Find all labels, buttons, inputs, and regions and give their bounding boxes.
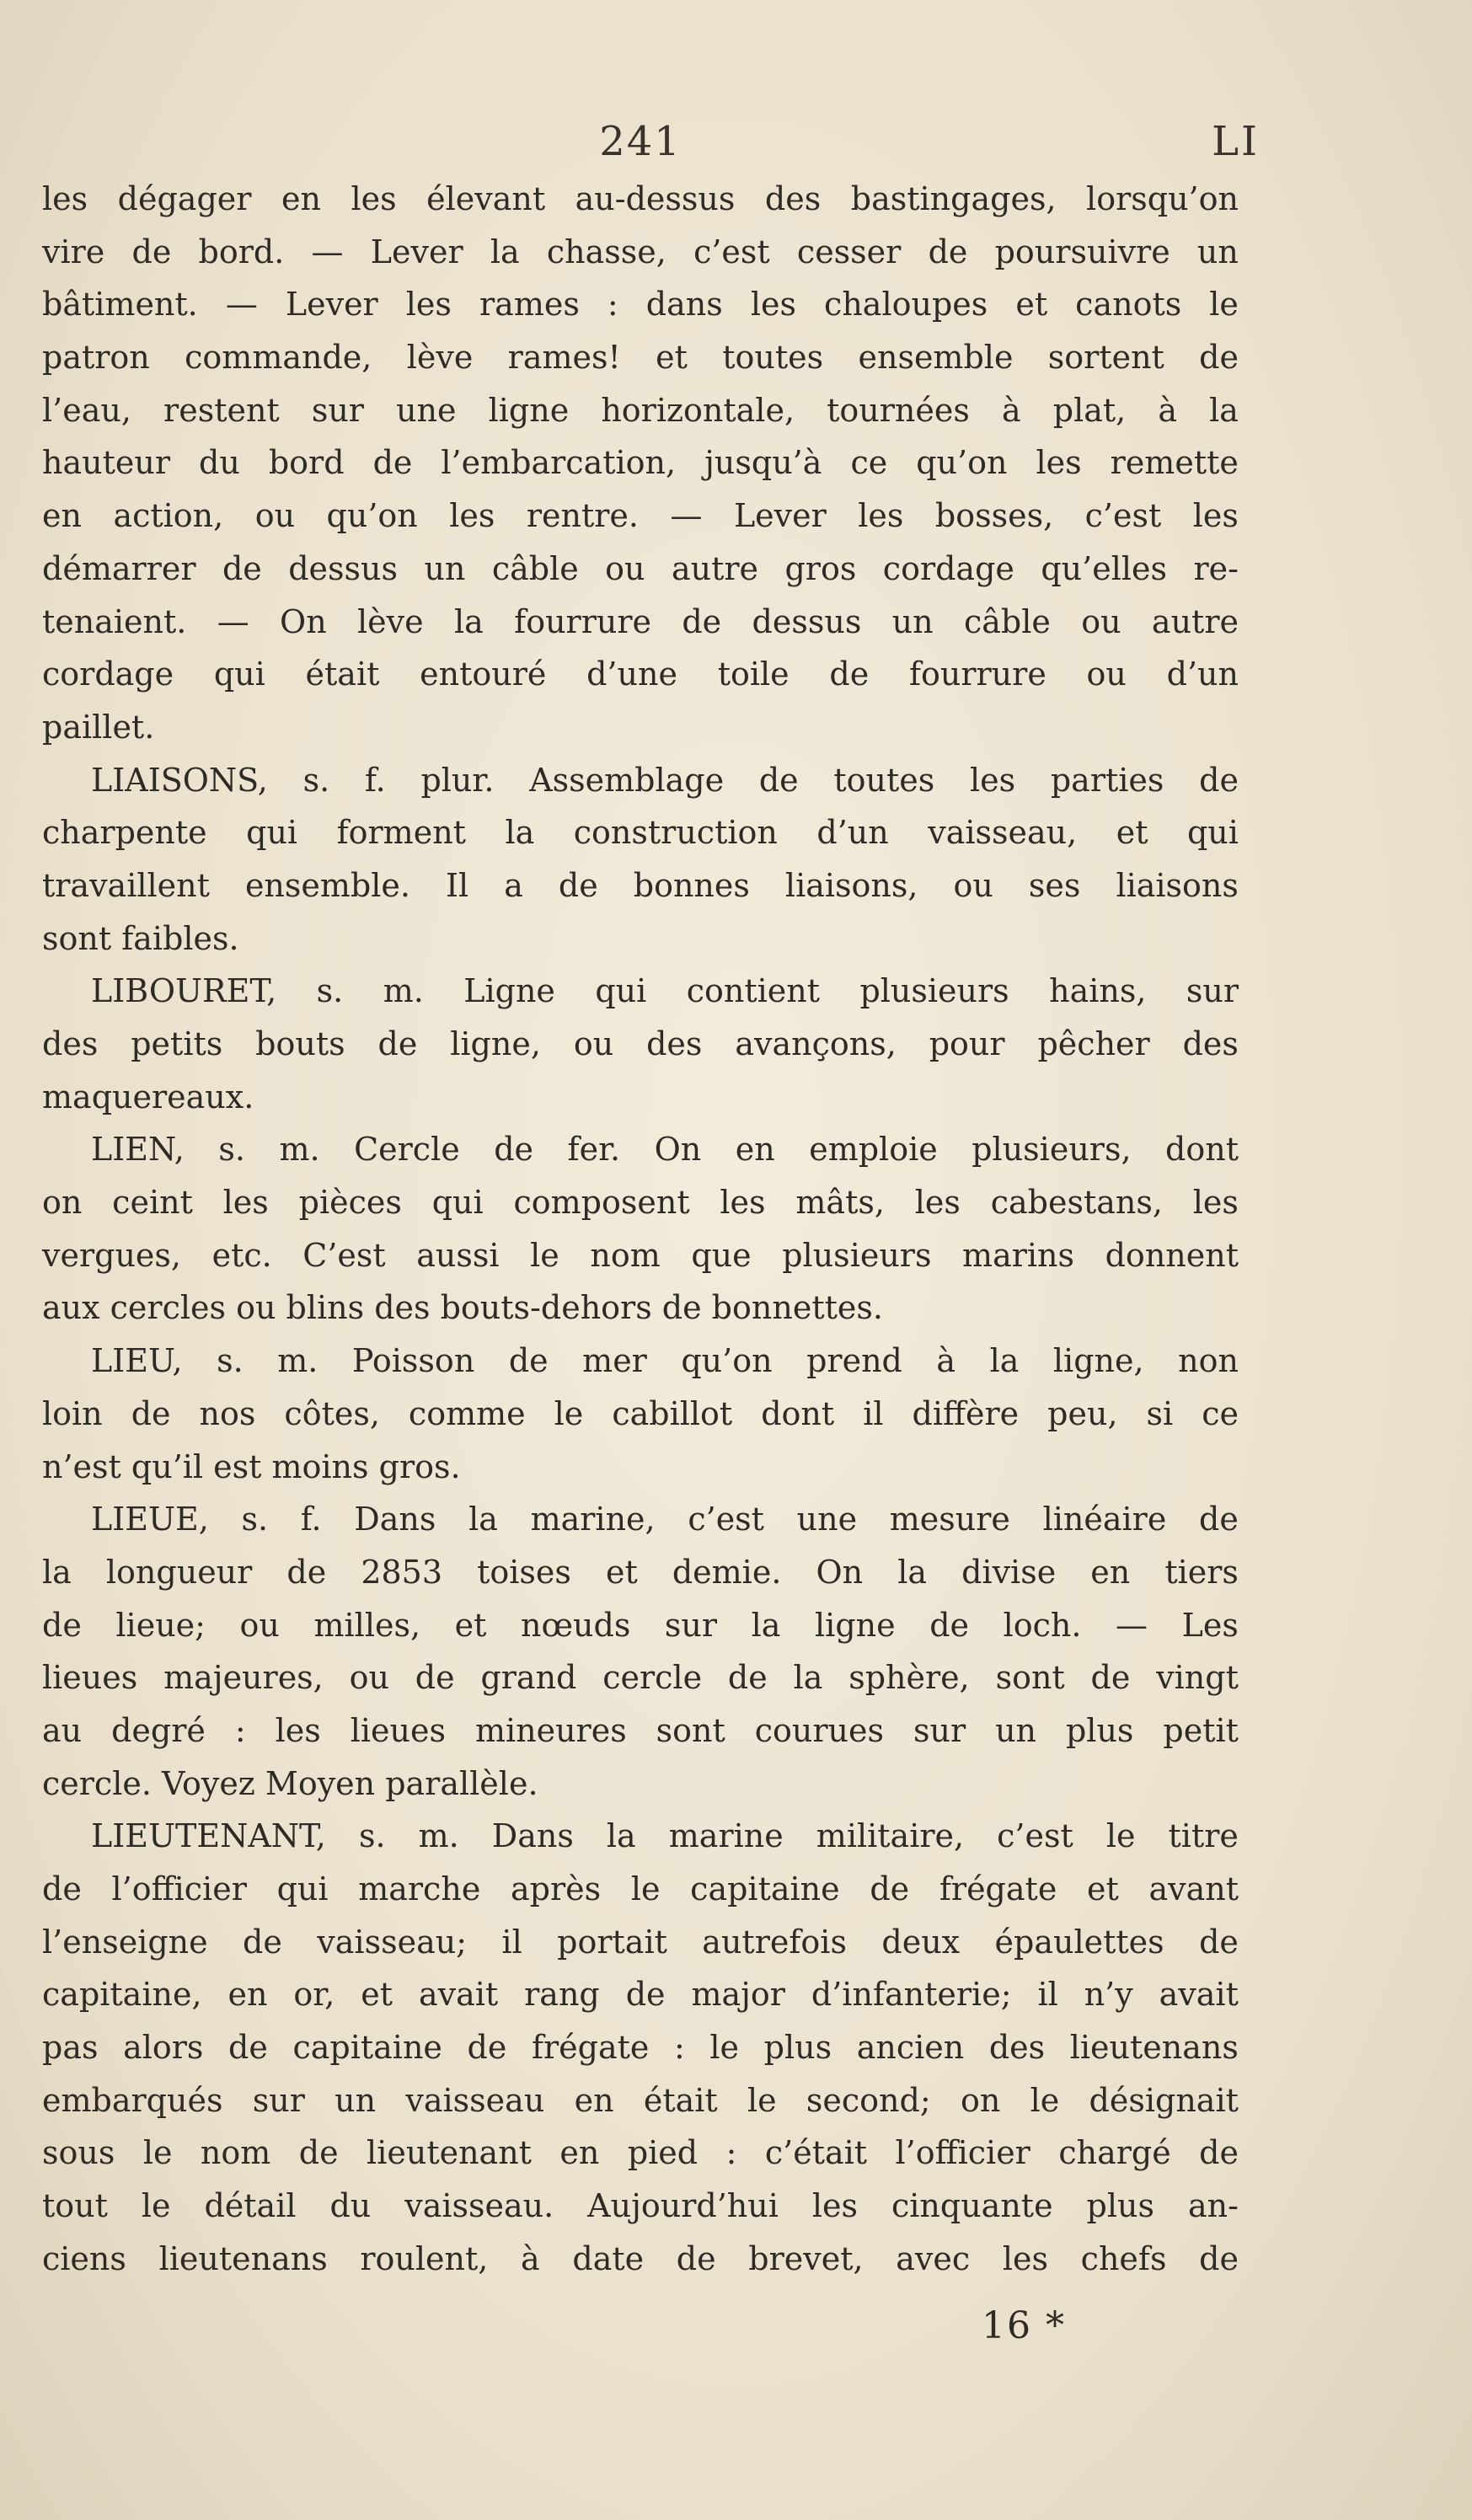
text-line: charpente qui forment la construction d’un vaisseau, et qui (42, 814, 1239, 852)
text-line: les dégager en les élevant au-dessus des bastingages, lorsqu’on (42, 180, 1239, 217)
text-line: ciens lieutenans roulent, à date de brevet, avec les chefs de (42, 2239, 1239, 2277)
entry-line-lieutenant: LIEUTENANT, s. m. Dans la marine militaire, c’est le titre (91, 1817, 1239, 1855)
entry-line-lien: LIEN, s. m. Cercle de fer. On en emploie plusieurs, dont (91, 1131, 1239, 1169)
text-line: démarrer de dessus un câble ou autre gros cordage qu’elles re- (42, 549, 1239, 587)
text-line: n’est qu’il est moins gros. (42, 1447, 461, 1485)
text-line: de l’officier qui marche après le capitaine de frégate et avant (42, 1870, 1239, 1907)
text-line: paillet. (42, 708, 155, 746)
entry-line-liaisons: LIAISONS, s. f. plur. Assemblage de toutes les parties de (91, 761, 1239, 799)
entry-line-lieu: LIEU, s. m. Poisson de mer qu’on prend à la ligne, non (91, 1342, 1239, 1380)
entry-line-lieue: LIEUE, s. f. Dans la marine, c’est une mesure linéaire de (91, 1501, 1239, 1538)
text-line: sont faibles. (42, 919, 239, 957)
text-line: embarqués sur un vaisseau en était le second; on le désignait (42, 2081, 1239, 2119)
text-line: au degré : les lieues mineures sont courues sur un plus petit (42, 1711, 1239, 1749)
text-line: loin de nos côtes, comme le cabillot dont il diffère peu, si ce (42, 1394, 1239, 1432)
text-line: sous le nom de lieutenant en pied : c’était l’officier chargé de (42, 2134, 1239, 2172)
text-line: de lieue; ou milles, et nœuds sur la ligne de loch. — Les (42, 1606, 1239, 1644)
text-line: lieues majeures, ou de grand cercle de la sphère, sont de vingt (42, 1659, 1239, 1697)
text-line: capitaine, en or, et avait rang de major d’infanterie; il n’y avait (42, 1976, 1239, 2014)
text-line: aux cercles ou blins des bouts-dehors de bonnettes. (42, 1289, 883, 1327)
text-line: la longueur de 2853 toises et demie. On la divise en tiers (42, 1553, 1239, 1591)
text-line: hauteur du bord de l’embarcation, jusqu’à ce qu’on les remette (42, 444, 1239, 482)
text-line: travaillent ensemble. Il a de bonnes liaisons, ou ses liaisons (42, 866, 1239, 904)
text-line: tout le détail du vaisseau. Aujourd’hui les cinquante plus an- (42, 2187, 1239, 2225)
text-line: l’eau, restent sur une ligne horizontale, tournées à plat, à la (42, 391, 1239, 429)
text-line: on ceint les pièces qui composent les mâts, les cabestans, les (42, 1184, 1239, 1222)
text-line: bâtiment. — Lever les rames : dans les chaloupes et canots le (42, 286, 1239, 324)
signature-mark: 16 * (982, 2304, 1066, 2347)
text-line: maquereaux. (42, 1078, 254, 1116)
text-line: tenaient. — On lève la fourrure de dessus un câble ou autre (42, 602, 1239, 640)
text-body (42, 173, 1239, 2286)
text-line: des petits bouts de ligne, ou des avançons, pour pêcher des (42, 1025, 1239, 1062)
text-line: en action, ou qu’on les rentre. — Lever les bosses, c’est les (42, 497, 1239, 535)
text-line: vire de bord. — Lever la chasse, c’est cesser de poursuivre un (42, 233, 1239, 270)
text-line: pas alors de capitaine de frégate : le plus ancien des lieutenans (42, 2029, 1239, 2067)
text-line: patron commande, lève rames! et toutes ensemble sortent de (42, 339, 1239, 377)
text-line: cordage qui était entouré d’une toile de fourrure ou d’un (42, 655, 1239, 693)
running-head: LI (1212, 118, 1260, 165)
page-number: 241 (599, 118, 682, 165)
text-line: vergues, etc. C’est aussi le nom que plusieurs marins donnent (42, 1236, 1239, 1274)
entry-line-libouret: LIBOURET, s. m. Ligne qui contient plusieurs hains, sur (91, 972, 1239, 1010)
text-line: cercle. Voyez Moyen parallèle. (42, 1764, 538, 1802)
text-line: l’enseigne de vaisseau; il portait autrefois deux épaulettes de (42, 1923, 1239, 1961)
